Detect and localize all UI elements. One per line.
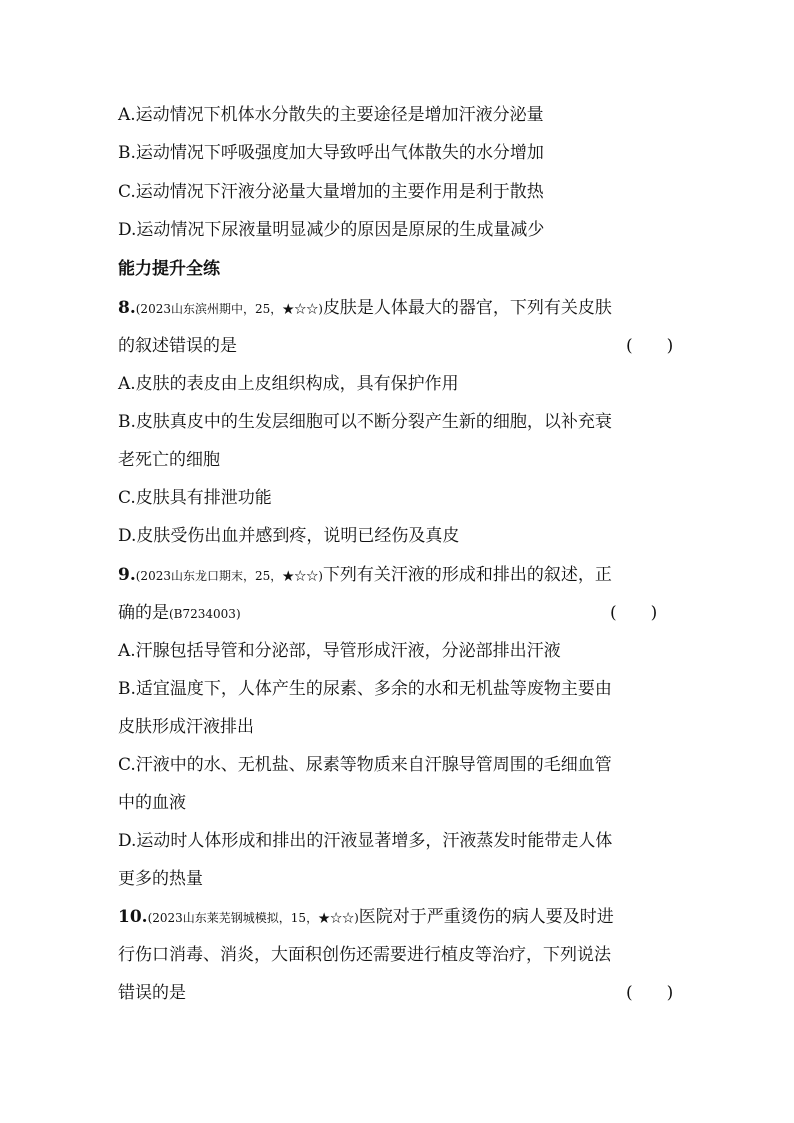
q7-option-d: D.运动情况下尿液量明显减少的原因是原尿的生成量减少 xyxy=(118,220,545,240)
q9-option-a: A.汗腺包括导管和分泌部，导管形成汗液，分泌部排出汗液 xyxy=(118,641,561,661)
q10-answer-blank: ( ) xyxy=(626,983,674,1003)
q8-option-b: B.皮肤真皮中的生发层细胞可以不断分裂产生新的细胞，以补充衰 xyxy=(118,412,612,432)
q9-option-d-cont: 更多的热量 xyxy=(118,869,203,889)
q10-stem-text: 医院对于严重烫伤的病人要及时进 xyxy=(358,907,614,927)
q10-source: (2023山东莱芜钢城模拟，15，★☆☆) xyxy=(147,911,359,925)
q10-stem-line1 xyxy=(118,905,614,930)
q7-option-c: C.运动情况下汗液分泌量大量增加的主要作用是利于散热 xyxy=(118,182,544,202)
q9-option-c-cont: 中的血液 xyxy=(118,793,186,813)
q7-option-a: A.运动情况下机体水分散失的主要途径是增加汗液分泌量 xyxy=(118,105,544,125)
q8-stem-line1 xyxy=(118,296,612,321)
q8-stem-line2: 的叙述错误的是 xyxy=(118,336,237,356)
q9-option-d: D.运动时人体形成和排出的汗液显著增多，汗液蒸发时能带走人体 xyxy=(118,831,613,851)
q9-stem-text: 下列有关汗液的形成和排出的叙述，正 xyxy=(322,565,612,585)
q9-option-b: B.适宜温度下，人体产生的尿素、多余的水和无机盐等废物主要由 xyxy=(118,679,612,699)
q8-source: (2023山东滨州期中，25，★☆☆) xyxy=(135,302,323,316)
q8-number: 8. xyxy=(118,298,136,318)
q9-code: (B7234003) xyxy=(169,607,241,621)
q8-option-d: D.皮肤受伤出血并感到疼，说明已经伤及真皮 xyxy=(118,526,460,546)
q8-answer-blank: ( ) xyxy=(626,336,674,356)
q8-option-a: A.皮肤的表皮由上皮组织构成，具有保护作用 xyxy=(118,374,459,394)
section-heading: 能力提升全练 xyxy=(118,259,220,279)
q10-stem-line2: 行伤口消毒、消炎，大面积创伤还需要进行植皮等治疗，下列说法 xyxy=(118,945,611,965)
q8-stem-text: 皮肤是人体最大的器官，下列有关皮肤 xyxy=(322,298,612,318)
q10-stem-line3: 错误的是 xyxy=(118,983,186,1003)
q9-number: 9. xyxy=(118,565,136,585)
q9-stem-line2 xyxy=(118,601,241,626)
q7-option-b: B.运动情况下呼吸强度加大导致呼出气体散失的水分增加 xyxy=(118,143,544,163)
q8-option-b-cont: 老死亡的细胞 xyxy=(118,450,220,470)
q9-stem-text-2: 确的是 xyxy=(118,603,169,623)
q10-number: 10. xyxy=(118,907,148,927)
q9-source: (2023山东龙口期末，25，★☆☆) xyxy=(135,569,323,583)
q9-option-c: C.汗液中的水、无机盐、尿素等物质来自汗腺导管周围的毛细血管 xyxy=(118,755,612,775)
q9-option-b-cont: 皮肤形成汗液排出 xyxy=(118,717,254,737)
q9-answer-blank: ( ) xyxy=(610,603,658,623)
q8-option-c: C.皮肤具有排泄功能 xyxy=(118,488,272,508)
q9-stem-line1 xyxy=(118,563,612,588)
